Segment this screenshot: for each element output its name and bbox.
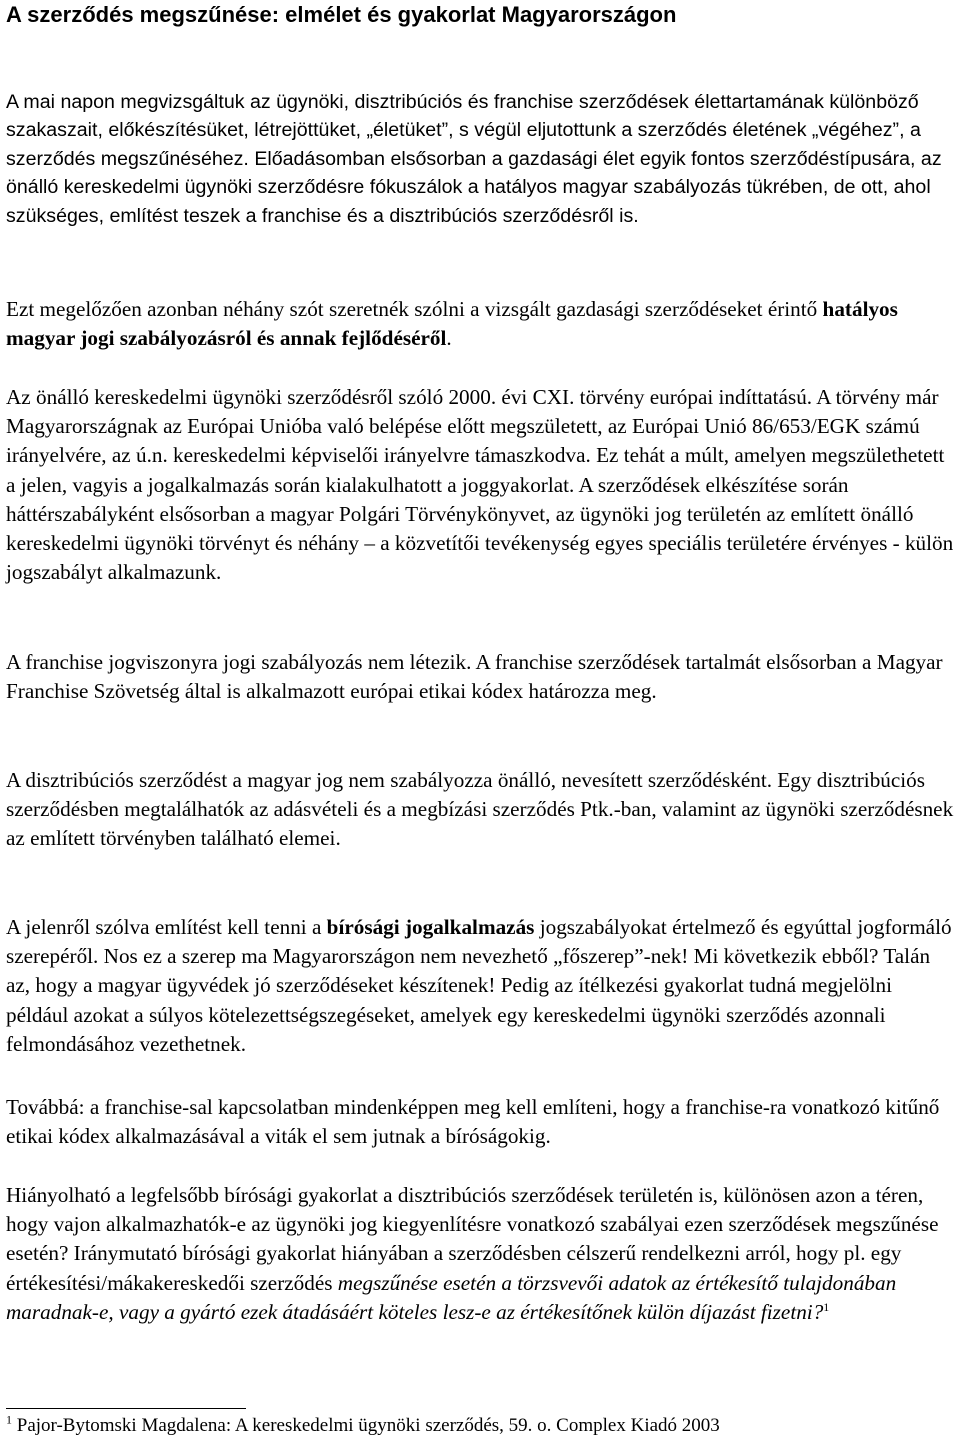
intro-paragraph [6,88,958,230]
paragraph-court-rest: jogszabályokat értelmező és egyúttal jogformáló szerepéről. Nos ez a szerep ma Magyarországon nem nevezhető „főszerep”-nek! Mi következik ebből? Talán az, hogy a magyar ügyvédek jó szerződéseket készítenek! Pedig az ítélkezési gyakorlat tudná megjelölni például azokat a súlyos kötelezettségszegéseket, amelyek egy kereskedelmi ügynöki szerződés azonnali felmondásához vezethetnek. [6,915,952,1056]
paragraph-court-text: A jelenről szólva említést kell tenni a [6,915,327,939]
paragraph-regulation-bold: hatályos magyar jogi szabályozásról és annak fejlődéséről [6,297,898,351]
footnote [6,1414,720,1438]
paragraph-distribution: A disztribúciós szerződést a magyar jog nem szabályozza önálló, nevesített szerződésként. Egy disztribúciós szerződésben megtalálhatók az adásvételi és a megbízási szerződés Ptk.-ban, valamint az ügynöki szerződésnek az említett törvényben található elemei. [6,768,954,851]
footnote-divider [6,1408,246,1409]
paragraph-court-bold: bírósági jogalkalmazás [326,915,535,939]
page-title: A szerződés megszűnése: elmélet és gyakorlat Magyarországon [6,2,677,27]
paragraph-franchise-code: Továbbá: a franchise-sal kapcsolatban mindenképpen meg kell említeni, hogy a franchise-ra vonatkozó kitűnő etikai kódex alkalmazásával a viták el sem jutnak a bíróságokig. [6,1095,940,1149]
paragraph-court-practice [6,913,958,1059]
paragraph-franchise: A franchise jogviszonyra jogi szabályozás nem létezik. A franchise szerződések tartalmát elsősorban a Magyar Franchise Szövetség által is alkalmazott európai etikai kódex határozza meg. [6,650,943,704]
paragraph-regulation-text: Ezt megelőzően azonban néhány szót szeretnék szólni a vizsgált gazdasági szerződéseket érintő [6,297,823,321]
paragraph-supreme-text: Hiányolható a legfelsőbb bírósági gyakorlat a disztribúciós szerződések területén is, különösen azon a téren, hogy vajon alkalmazhatók-e az ügynöki jog kiegyenlítésre vonatkozó szabályai ezen szerződések megszűnése esetén? Iránymutató bírósági gyakorlat hiányában a szerződésben célszerű rendelkezni arról, hogy pl. egy értékesítési/mákakereskedői szerződés [6,1183,939,1295]
footnote-text: Pajor-Bytomski Magdalena: A kereskedelmi ügynöki szerződés, 59. o. Complex Kiadó 2003 [12,1415,720,1436]
paragraph-regulation [6,295,958,353]
intro-text: A mai napon megvizsgáltuk az ügynöki, disztribúciós és franchise szerződések élettartamának különböző szakaszait, előkészítésüket, létrejöttüket, „életüket”, s végül eljutottunk a szerződés életének „végéhez”, a szerződés megszűnéséhez. Előadásomban elsősorban a gazdasági élet egyik fontos szerződéstípusára, az önálló kereskedelmi ügynöki szerződésre fókuszálok a hatályos magyar szabályozás tükrében, de ott, ahol szükséges, említést teszek a franchise és a disztribúciós szerződésről is. [6,91,942,227]
paragraph-agency-law: Az önálló kereskedelmi ügynöki szerződésről szóló 2000. évi CXI. törvény európai indíttatású. A törvény már Magyarországnak az Európai Unióba való belépése előtt megszületett, az Európai Unió 86/653/EGK számú irányelvére, az ú.n. kereskedelmi képviselői irányelvre támaszkodva. Ez tehát a múlt, amelyen megszülethetett a jelen, vagyis a jogalkalmazás során kialakulhatott a joggyakorlat. A szerződések elkészítése során háttérszabályként elsősorban a magyar Polgári Törvénykönyvet, az ügynöki jog területén az említett önálló kereskedelmi ügynöki törvényt és néhány – a közvetítői tevékenység egyes speciális területére érvényes - külön jogszabályt alkalmazunk. [6,385,954,585]
paragraph-regulation-end: . [446,326,452,351]
footnote-reference: 1 [823,1299,830,1314]
footnote-number: 1 [6,1412,12,1427]
paragraph-supreme-italic: megszűnése esetén a törzsvevői adatok az értékesítő tulajdonában maradnak-e, vagy a gyártó ezek átadásáért köteles lesz-e az értékesítőnek külön díjazást fizetni? [6,1270,897,1324]
paragraph-supreme-court [6,1181,958,1327]
